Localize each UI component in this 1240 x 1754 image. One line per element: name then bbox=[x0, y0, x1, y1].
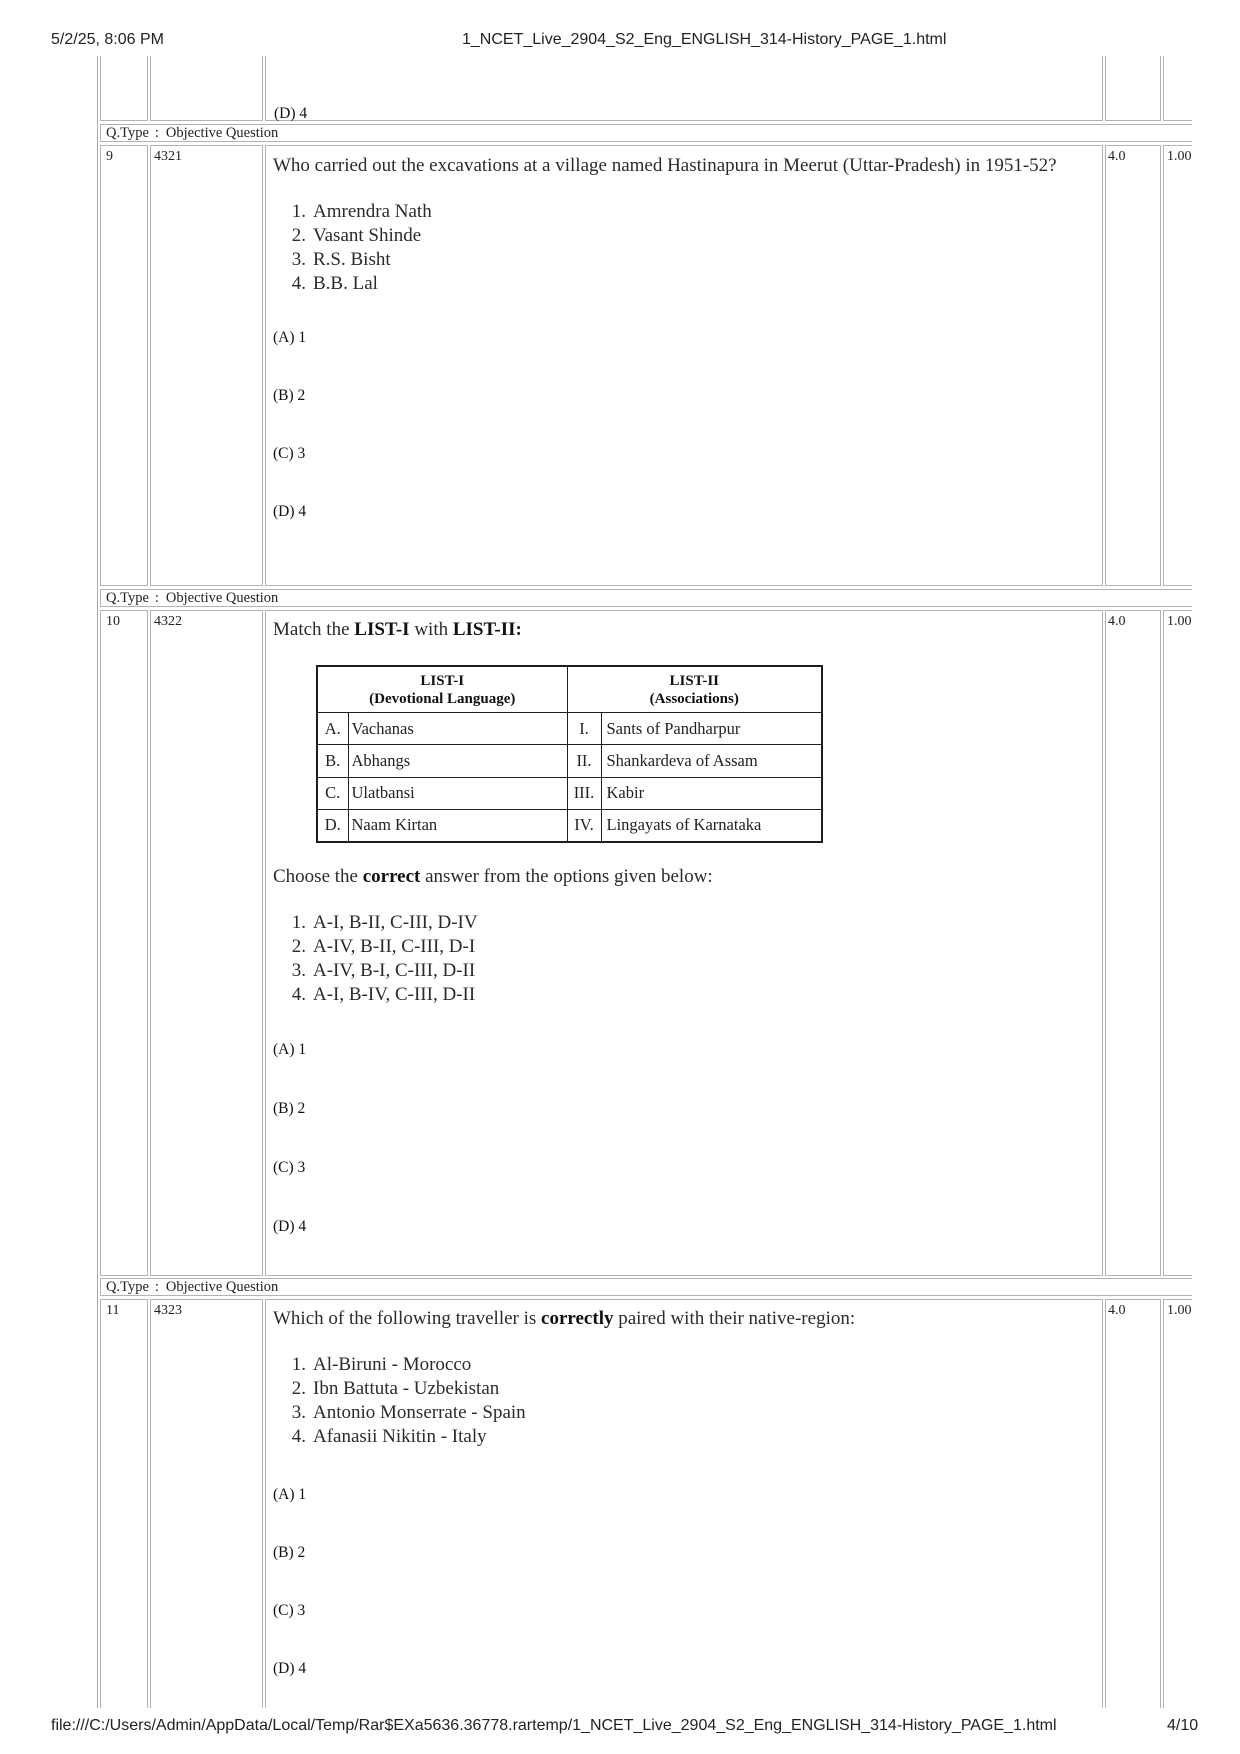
list-2-item: Lingayats of Karnataka bbox=[601, 809, 822, 842]
option-b: (B) 2 bbox=[273, 1100, 306, 1117]
question-text: Who carried out the excavations at a village named Hastinapura in Meerut (Uttar-Pradesh) in 1951-52? bbox=[273, 155, 1057, 176]
qtype-separator: : bbox=[154, 590, 159, 606]
choice-item bbox=[273, 935, 1102, 959]
question-row bbox=[97, 610, 1192, 1276]
marks: 4.0 bbox=[1105, 145, 1161, 586]
qtype-row bbox=[97, 1278, 1192, 1296]
question-text-bold: LIST-II: bbox=[452, 619, 522, 640]
choice-item bbox=[273, 1401, 1102, 1425]
choice-number: 1. bbox=[291, 201, 306, 222]
question-id: 4323 bbox=[150, 1299, 263, 1708]
qtype-row bbox=[97, 124, 1192, 142]
qtype-label: Q.Type bbox=[106, 125, 149, 141]
list-1-letter: C. bbox=[317, 777, 348, 809]
choice-number: 3. bbox=[291, 249, 306, 270]
choice-list bbox=[273, 200, 1102, 296]
match-table-row bbox=[317, 809, 822, 842]
option-b: (B) 2 bbox=[273, 1544, 306, 1561]
option-a: (A) 1 bbox=[273, 1041, 307, 1058]
choice-list bbox=[273, 911, 1102, 1007]
qtype-cell bbox=[100, 124, 1192, 142]
qtype-cell bbox=[100, 589, 1192, 607]
list-1-letter: A. bbox=[317, 713, 348, 745]
match-table-row bbox=[317, 745, 822, 777]
choice-list bbox=[273, 1353, 1102, 1449]
question-number-cell bbox=[100, 56, 148, 121]
match-table-row bbox=[317, 713, 822, 745]
qtype-label: Q.Type bbox=[106, 1279, 149, 1295]
choice-item bbox=[273, 1425, 1102, 1449]
list-2-item: Kabir bbox=[601, 777, 822, 809]
option-d: (D) 4 bbox=[273, 1660, 307, 1677]
instruction-bold: correct bbox=[362, 866, 421, 887]
list-1-item: Naam Kirtan bbox=[348, 809, 567, 842]
marks-cell bbox=[1105, 56, 1161, 121]
choice-text: Amrendra Nath bbox=[313, 201, 432, 222]
option-b: (B) 2 bbox=[273, 387, 306, 404]
list-1-title: LIST-I bbox=[420, 672, 465, 689]
choice-number: 2. bbox=[291, 936, 306, 957]
print-page-title: 1_NCET_Live_2904_S2_Eng_ENGLISH_314-History_PAGE_1.html bbox=[462, 31, 947, 48]
marks: 4.0 bbox=[1105, 610, 1161, 1276]
choice-text: Antonio Monserrate - Spain bbox=[313, 1402, 526, 1423]
qtype-value: Objective Question bbox=[165, 125, 279, 141]
negative-marks: 1.00 bbox=[1163, 1299, 1192, 1708]
list-2-numeral: I. bbox=[567, 713, 601, 745]
choice-number: 3. bbox=[291, 1402, 306, 1423]
list-2-numeral: II. bbox=[567, 745, 601, 777]
option-a: (A) 1 bbox=[273, 1486, 307, 1503]
list-1-header bbox=[317, 666, 567, 713]
question-number: 10 bbox=[100, 610, 148, 1276]
question-row bbox=[97, 1299, 1192, 1708]
list-1-letter: B. bbox=[317, 745, 348, 777]
question-text bbox=[273, 618, 1102, 642]
print-file-url: file:///C:/Users/Admin/AppData/Local/Temp/Rar$EXa5636.36778.rartemp/1_NCET_Live_2904_S2_Eng_ENGLISH_314-History_PAGE_1.html bbox=[51, 1717, 1057, 1734]
list-1-item: Abhangs bbox=[348, 745, 567, 777]
list-1-subtitle: (Devotional Language) bbox=[369, 690, 516, 707]
list-1-letter: D. bbox=[317, 809, 348, 842]
qtype-cell bbox=[100, 1278, 1192, 1296]
choice-text: Ibn Battuta - Uzbekistan bbox=[313, 1378, 500, 1399]
list-2-numeral: III. bbox=[567, 777, 601, 809]
list-1-item: Vachanas bbox=[348, 713, 567, 745]
previous-question-row bbox=[97, 56, 1192, 121]
choice-text: Vasant Shinde bbox=[313, 225, 422, 246]
question-text-part: paired with their native-region: bbox=[613, 1308, 856, 1329]
question-text-part: Which of the following traveller is bbox=[273, 1308, 542, 1329]
choice-item bbox=[273, 224, 1102, 248]
list-2-subtitle: (Associations) bbox=[649, 690, 739, 707]
question-row bbox=[97, 145, 1192, 586]
list-2-item: Shankardeva of Assam bbox=[601, 745, 822, 777]
negative-marks: 1.00 bbox=[1163, 145, 1192, 586]
question-content bbox=[265, 145, 1103, 586]
qtype-separator: : bbox=[154, 1279, 159, 1295]
match-table bbox=[316, 665, 823, 843]
negative-marks-cell bbox=[1163, 56, 1192, 121]
match-table-header bbox=[317, 666, 822, 713]
choice-item bbox=[273, 200, 1102, 224]
choice-item bbox=[273, 272, 1102, 296]
question-text-bold: correctly bbox=[541, 1308, 614, 1329]
option-c: (C) 3 bbox=[273, 1159, 306, 1176]
print-page-number: 4/10 bbox=[1167, 1717, 1199, 1734]
choice-number: 3. bbox=[291, 960, 306, 981]
qtype-separator: : bbox=[154, 125, 159, 141]
question-number: 11 bbox=[100, 1299, 148, 1708]
question-table bbox=[97, 56, 1192, 1708]
question-content bbox=[265, 610, 1103, 1276]
qtype-label: Q.Type bbox=[106, 590, 149, 606]
question-number: 9 bbox=[100, 145, 148, 586]
instruction-part: Choose the bbox=[273, 866, 363, 887]
marks: 4.0 bbox=[1105, 1299, 1161, 1708]
option-a: (A) 1 bbox=[273, 329, 307, 346]
option-d: (D) 4 bbox=[273, 1218, 307, 1235]
question-text-part: with bbox=[409, 619, 453, 640]
qtype-row bbox=[97, 589, 1192, 607]
choice-number: 1. bbox=[291, 1354, 306, 1375]
question-id-cell bbox=[150, 56, 263, 121]
choice-text: Afanasii Nikitin - Italy bbox=[313, 1426, 487, 1447]
list-2-title: LIST-II bbox=[669, 672, 719, 689]
choice-item bbox=[273, 248, 1102, 272]
question-text bbox=[273, 1307, 1102, 1331]
list-2-item: Sants of Pandharpur bbox=[601, 713, 822, 745]
qtype-value: Objective Question bbox=[165, 590, 279, 606]
question-content bbox=[265, 56, 1103, 121]
question-content bbox=[265, 1299, 1103, 1708]
choice-number: 2. bbox=[291, 1378, 306, 1399]
choice-item bbox=[273, 959, 1102, 983]
question-id: 4321 bbox=[150, 145, 263, 586]
instruction-part: answer from the options given below: bbox=[420, 866, 713, 887]
option-d: (D) 4 bbox=[274, 105, 308, 122]
choice-text: B.B. Lal bbox=[313, 273, 378, 294]
choice-item bbox=[273, 1377, 1102, 1401]
option-d: (D) 4 bbox=[273, 503, 307, 520]
choice-number: 1. bbox=[291, 912, 306, 933]
choice-text: A-I, B-IV, C-III, D-II bbox=[313, 984, 476, 1005]
choice-item bbox=[273, 1353, 1102, 1377]
negative-marks: 1.00 bbox=[1163, 610, 1192, 1276]
choice-number: 4. bbox=[291, 1426, 306, 1447]
question-id: 4322 bbox=[150, 610, 263, 1276]
choice-item bbox=[273, 911, 1102, 935]
match-table-row bbox=[317, 777, 822, 809]
choice-text: R.S. Bisht bbox=[313, 249, 391, 270]
instruction-text bbox=[273, 865, 1102, 889]
choice-text: A-IV, B-I, C-III, D-II bbox=[313, 960, 476, 981]
option-c: (C) 3 bbox=[273, 445, 306, 462]
print-datetime: 5/2/25, 8:06 PM bbox=[51, 31, 164, 48]
choice-number: 2. bbox=[291, 225, 306, 246]
option-c: (C) 3 bbox=[273, 1602, 306, 1619]
qtype-value: Objective Question bbox=[165, 1279, 279, 1295]
list-2-numeral: IV. bbox=[567, 809, 601, 842]
list-1-item: Ulatbansi bbox=[348, 777, 567, 809]
list-2-header bbox=[567, 666, 822, 713]
choice-number: 4. bbox=[291, 273, 306, 294]
choice-number: 4. bbox=[291, 984, 306, 1005]
choice-text: Al-Biruni - Morocco bbox=[313, 1354, 472, 1375]
question-text-bold: LIST-I bbox=[354, 619, 410, 640]
choice-text: A-IV, B-II, C-III, D-I bbox=[313, 936, 476, 957]
choice-item bbox=[273, 983, 1102, 1007]
question-text-part: Match the bbox=[273, 619, 355, 640]
choice-text: A-I, B-II, C-III, D-IV bbox=[313, 912, 478, 933]
